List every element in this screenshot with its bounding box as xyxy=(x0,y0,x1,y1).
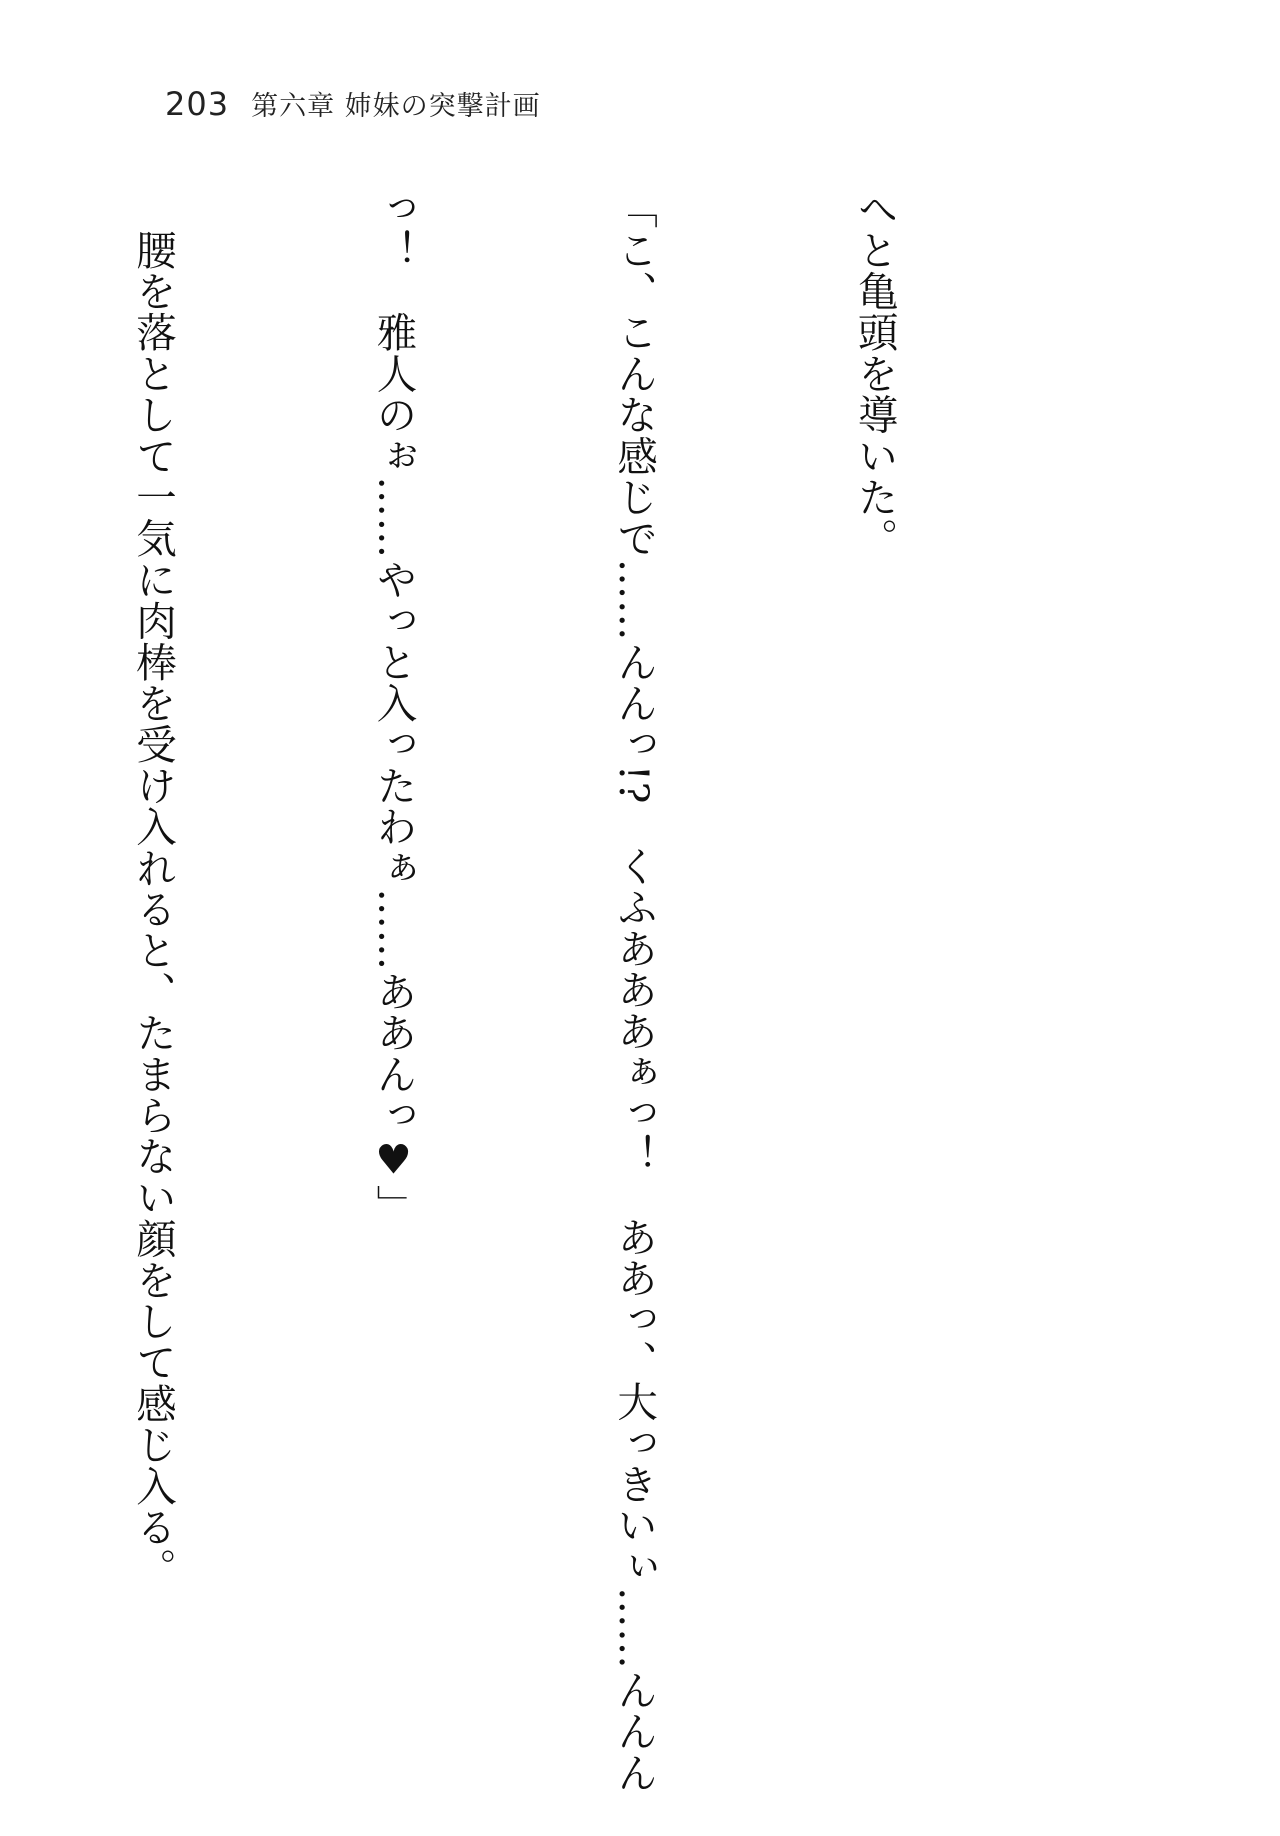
page-number: 203 xyxy=(165,85,230,123)
chapter-title: 第六章 姉妹の突撃計画 xyxy=(251,91,541,122)
text-line: 「こ、こんな感じで……んんっ!? くふあああぁっ！ ああっ、大っきいぃ……んんん xyxy=(610,188,659,1793)
running-header xyxy=(165,84,541,124)
text-line: っ！ 雅人のぉ……やっと入ったわぁ……ああんっ♥」 xyxy=(369,188,418,1226)
text-line: 腰を落として一気に肉棒を受け入れると、たまらない顔をして感じ入る。 xyxy=(128,188,177,1589)
body-text xyxy=(128,188,1075,1793)
text-line: へと亀頭を導いた。 xyxy=(850,188,899,559)
